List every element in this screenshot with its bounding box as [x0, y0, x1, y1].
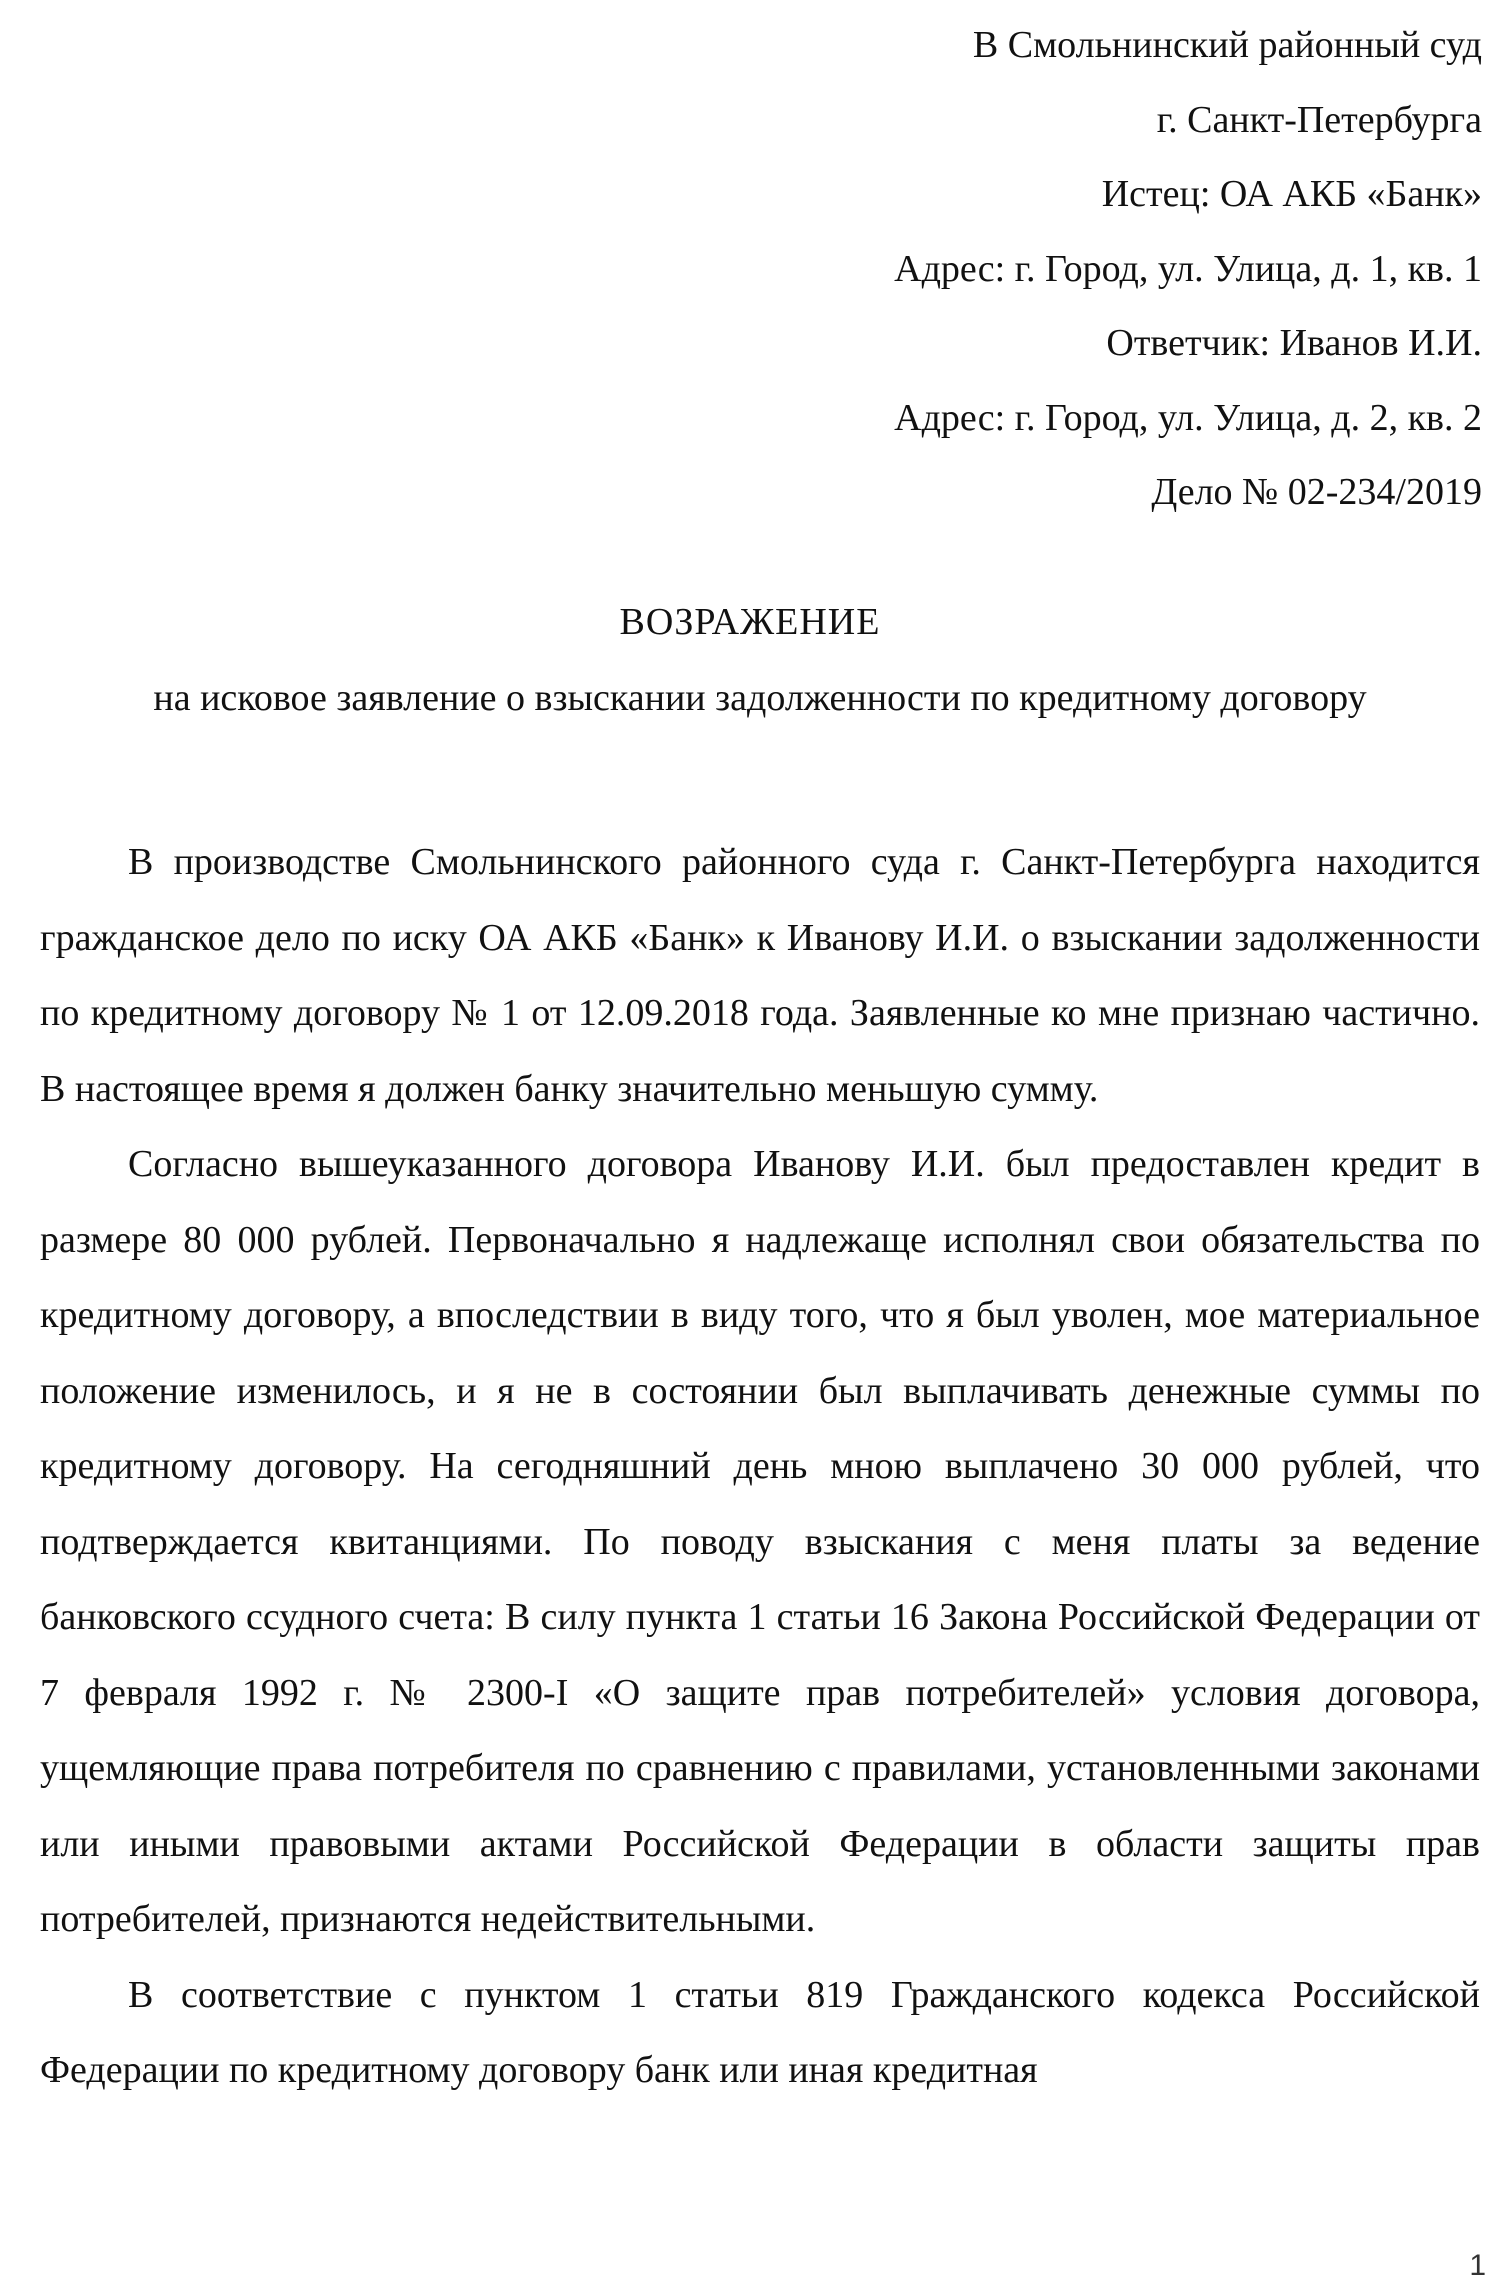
case-number: Дело № 02-234/2019 — [1151, 471, 1482, 513]
defendant: Ответчик: Иванов И.И. — [1106, 322, 1482, 364]
plaintiff-address: Адрес: г. Город, ул. Улица, д. 1, кв. 1 — [894, 247, 1482, 290]
paragraph: В производстве Смольнинского районного суда г. Санкт-Петербурга находится гражданское дело по иску ОА АКБ «Банк» к Иванову И.И. о взыскании задолженности по кредитному договору № 1 от 12.09.2018 года. Заявленные ко мне признаю частично. В настоящее время я должен банку значительно меньшую сумму. — [40, 841, 1480, 1110]
court-city: г. Санкт-Петербурга — [1156, 98, 1482, 141]
paragraph: Согласно вышеуказанного договора Иванову И.И. был предоставлен кредит в размере 80 000 рублей. Первоначально я надлежаще исполнял свои обязательства по кредитному договору, а впоследствии в виду того, что я был уволен, мое материальное положение изменилось, и я не в состоянии был выплачивать денежные суммы по кредитному договору. На сегодняшний день мною выплачено 30 000 рублей, что подтверждается квитанциями. По поводу взыскания с меня платы за ведение банковского ссудного счета: В силу пункта 1 статьи 16 Закона Российской Федерации от 7 февраля 1992 г. № 2300-I «О защите прав потребителей» условия договора, ущемляющие права потребителя по сравнению с правилами, установленными законами или иными правовыми актами Российской Федерации в области защиты прав потребителей, признаются недействительными. — [40, 1143, 1480, 1940]
court-name: В Смольнинский районный суд — [972, 24, 1482, 66]
paragraph: В соответствие с пунктом 1 статьи 819 Гражданского кодекса Российской Федерации по кредитному договору банк или иная кредитная — [40, 1973, 1480, 2091]
document-header — [582, 8, 1482, 530]
plaintiff: Истец: ОА АКБ «Банк» — [1101, 173, 1482, 215]
document-title: ВОЗРАЖЕНИЕ — [619, 601, 881, 643]
document-subtitle: на исковое заявление о взыскании задолженности по кредитному договору — [153, 677, 1367, 719]
defendant-address: Адрес: г. Город, ул. Улица, д. 2, кв. 2 — [894, 396, 1482, 439]
document-body — [40, 825, 1480, 2109]
page-number: 1 — [1469, 2249, 1486, 2282]
